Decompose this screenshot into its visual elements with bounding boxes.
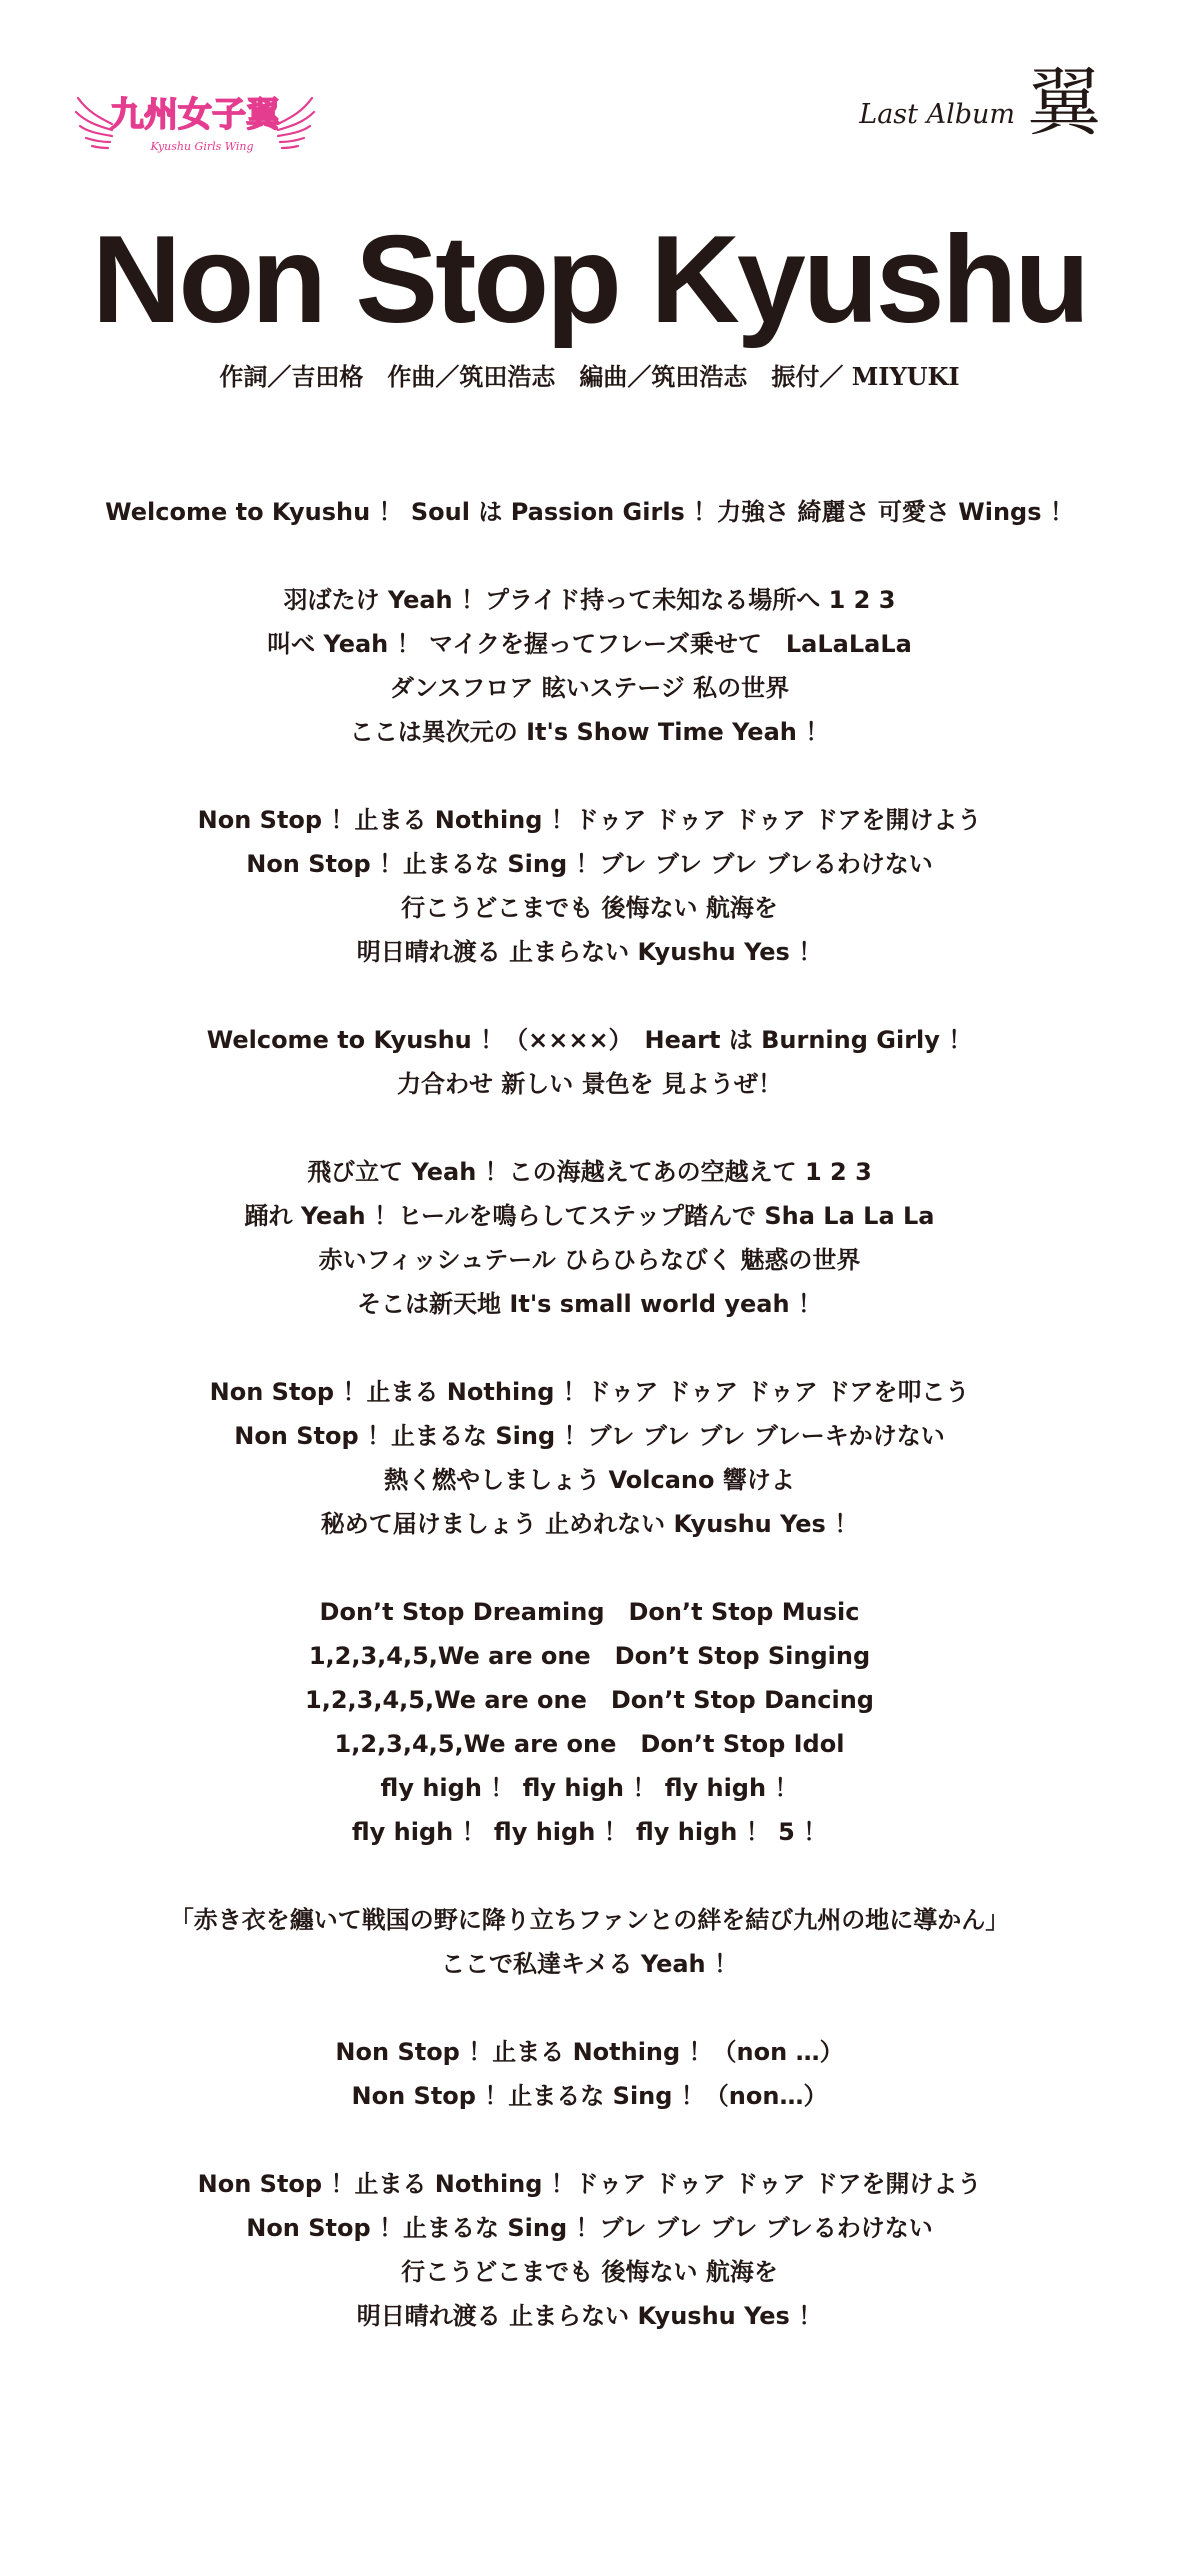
- lyric-stanza: [0, 798, 1179, 974]
- lyric-line: fly high ！ fly high ！ fly high ！: [380, 1774, 799, 1802]
- lyrics-body: [0, 490, 1179, 2382]
- lyric-line: Non Stop ！止まるな Sing ！ブレ ブレ ブレ ブレるわけない: [246, 2214, 933, 2242]
- lyric-line: ここは異次元の It's Show Time Yeah ！: [349, 718, 830, 746]
- lyric-line: 明日晴れ渡る 止まらない Kyushu Yes ！: [356, 938, 823, 966]
- lyric-line: 行こうどこまでも 後悔ない 航海を: [401, 2258, 778, 2286]
- lyric-line: Non Stop ！止まるな Sing ！ブレ ブレ ブレ ブレーキかけない: [234, 1422, 945, 1450]
- lyric-line: 赤いフィッシュテール ひらひらなびく 魅惑の世界: [318, 1246, 861, 1274]
- lyric-line: 踊れ Yeah ！ヒールを鳴らしてステップ踏んで Sha La La La: [244, 1202, 935, 1230]
- lyric-stanza: [0, 1150, 1179, 1326]
- lyric-line: 飛び立て Yeah ！この海越えてあの空越えて 1 2 3: [307, 1158, 872, 1186]
- lyric-line: 力合わせ 新しい 景色を 見ようぜ！: [396, 1070, 783, 1098]
- lyric-line: 1,2,3,4,5,We are one Don’t Stop Singing: [308, 1642, 871, 1670]
- lyric-line: Non Stop ！止まるな Sing ！（non…）: [351, 2082, 828, 2110]
- lyric-stanza: [0, 578, 1179, 754]
- lyric-line: ここで私達キメる Yeah ！: [441, 1950, 738, 1978]
- song-title: Non Stop Kyushu: [91, 211, 1088, 349]
- lyric-line: fly high ！ fly high ！ fly high ！ 5 ！: [351, 1818, 828, 1846]
- lyric-line: 1,2,3,4,5,We are one Don’t Stop Dancing: [305, 1686, 874, 1714]
- lyric-line: Non Stop ！止まる Nothing ！ドゥア ドゥア ドゥア ドアを開けよう: [197, 2170, 982, 2198]
- lyric-stanza: [0, 2162, 1179, 2338]
- lyric-line: Non Stop ！止まるな Sing ！ブレ ブレ ブレ ブレるわけない: [246, 850, 933, 878]
- lyric-stanza: [0, 1018, 1179, 1106]
- lyric-line: 叫べ Yeah ！ マイクを握ってフレーズ乗せて LaLaLaLa: [267, 630, 912, 658]
- lyric-line: Don’t Stop Dreaming Don’t Stop Music: [319, 1598, 860, 1626]
- lyric-line: 秘めて届けましょう 止めれない Kyushu Yes ！: [320, 1510, 859, 1538]
- lyric-stanza: [0, 1370, 1179, 1546]
- lyric-line: Non Stop ！止まる Nothing ！ドゥア ドゥア ドゥア ドアを開けよう: [197, 806, 982, 834]
- lyric-stanza: [0, 1898, 1179, 1986]
- logo-subtext: Kyushu Girls Wing: [150, 140, 254, 153]
- lyric-line: 熱く燃やしましょう Volcano 響けよ: [384, 1466, 795, 1494]
- song-credits: 作詞／吉田格 作曲／筑田浩志 編曲／筑田浩志 振付／ MIYUKI: [219, 362, 960, 391]
- lyric-line: Non Stop ！止まる Nothing ！ドゥア ドゥア ドゥア ドアを叩こう: [209, 1378, 970, 1406]
- lyric-stanza: [0, 1590, 1179, 1854]
- lyric-line: 行こうどこまでも 後悔ない 航海を: [401, 894, 778, 922]
- wing-logo-icon: [74, 84, 316, 160]
- album-title: 翼: [1027, 60, 1101, 146]
- lyric-line: 明日晴れ渡る 止まらない Kyushu Yes ！: [356, 2302, 823, 2330]
- lyric-line: Welcome to Kyushu ！ Soul は Passion Girls ！力強さ 綺麗さ 可愛さ Wings ！: [105, 498, 1074, 526]
- lyric-stanza: [0, 490, 1179, 534]
- album-label: Last Album: [859, 99, 1015, 130]
- logo-text: 九州女子翼: [110, 95, 280, 135]
- lyric-line: 「赤き衣を纏いて戦国の野に降り立ちファンとの絆を結び九州の地に導かん」: [169, 1906, 1010, 1934]
- lyric-line: ダンスフロア 眩いステージ 私の世界: [389, 674, 790, 702]
- album-badge: [859, 60, 1101, 146]
- group-logo: [74, 84, 316, 160]
- lyric-line: そこは新天地 It's small world yeah ！: [357, 1290, 822, 1318]
- lyric-line: 羽ばたけ Yeah ！プライド持って未知なる場所へ 1 2 3: [283, 586, 896, 614]
- lyric-line: Welcome to Kyushu ！（××××） Heart は Burning Girly ！: [206, 1026, 973, 1054]
- lyric-line: Non Stop ！止まる Nothing ！（non …）: [335, 2038, 844, 2066]
- lyric-line: 1,2,3,4,5,We are one Don’t Stop Idol: [334, 1730, 845, 1758]
- lyric-stanza: [0, 2030, 1179, 2118]
